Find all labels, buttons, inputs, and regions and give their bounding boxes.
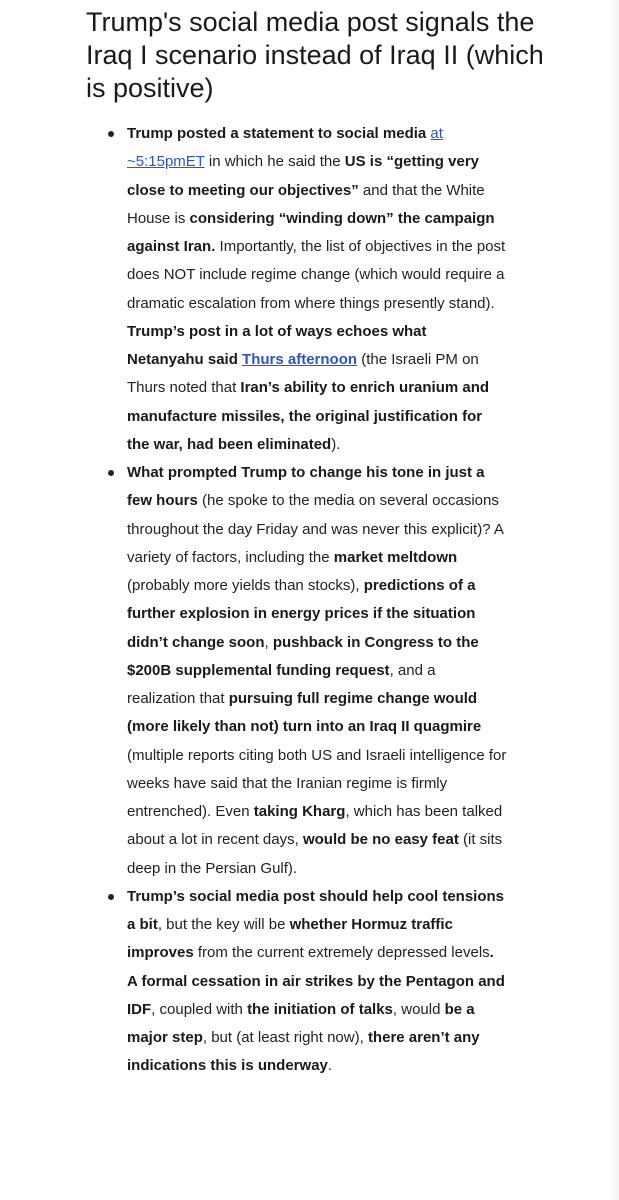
body-text: , which has been talked about a lot in recent days, [127, 803, 503, 849]
bold-text: would be no easy feat [302, 831, 459, 849]
body-text: from the current extremely depressed levels [193, 944, 490, 962]
body-text: (it sits deep in the Persian Gulf). [127, 831, 503, 877]
bold-text: pursuing full regime change would (more likely than not) turn into an Iraq II quagmire [127, 690, 482, 736]
bold-text: be a major step [127, 1000, 475, 1046]
bold-text: whether Hormuz traffic improves [127, 916, 453, 962]
body-text: , but the key will be [157, 916, 290, 933]
bold-text: Trump’s post in a lot of ways echoes what Netanyahu said [127, 322, 427, 368]
body-text: (multiple reports citing both US and Israeli intelligence for weeks have said that the Iranian regime is firmly entrenched). Even [127, 746, 507, 820]
page-edge-shadow [611, 0, 619, 1200]
bold-text: taking Kharg [253, 803, 346, 820]
body-text: , [264, 633, 273, 651]
bold-text: the initiation of talks [247, 1000, 393, 1018]
bold-text: pushback in Congress to the $200B supplemental funding request [127, 633, 479, 679]
body-text: Importantly, the list of objectives in the post does NOT include regime change (which would require a dramatic escalation from where things presently stand). [127, 238, 506, 312]
bullet-item [127, 120, 507, 459]
body-text: in which he said the [204, 153, 345, 171]
bullet-item [127, 459, 507, 883]
bold-text: there aren’t any indications this is underway [127, 1029, 480, 1075]
body-text: ). [331, 435, 341, 453]
inline-link[interactable]: at ~5:15pmET [127, 125, 443, 171]
body-text: (the Israeli PM on Thurs noted that [127, 351, 479, 397]
bold-text: Trump posted a statement to social media [127, 125, 431, 142]
bold-text: market meltdown [333, 548, 458, 566]
bold-text: US is “getting very close to meeting our objectives” [127, 153, 479, 199]
body-text: . [327, 1057, 333, 1075]
body-text: , but (at least right now), [202, 1029, 368, 1046]
bold-text: predictions of a further explosion in energy prices if the situation didn’t change soon [127, 577, 476, 651]
bullet-list [127, 120, 507, 1081]
bold-text: What prompted Trump to change his tone in just a few hours [127, 464, 485, 510]
bullet-dot-icon [108, 470, 114, 476]
body-text: (he spoke to the media on several occasions throughout the day Friday and was never this explicit)? A variety of factors, including the [127, 492, 504, 566]
bold-text: Iran’s ability to enrich uranium and manufacture missiles, the original justification for the war, had been eliminated [127, 379, 490, 453]
body-text: (probably more yields than stocks), [127, 577, 364, 594]
body-text: and that the White House is [127, 181, 485, 227]
bold-text: . A formal cessation in air strikes by the Pentagon and IDF [127, 944, 505, 1018]
inline-link[interactable]: Thurs afternoon [242, 351, 358, 368]
body-text: , coupled with [151, 1000, 248, 1018]
body-text: , and a realization that [127, 661, 436, 707]
bullet-dot-icon [108, 894, 114, 900]
bold-text: Trump’s social media post should help cool tensions a bit [127, 887, 505, 933]
body-text: , would [392, 1000, 445, 1018]
article-title: Trump's social media post signals the Iraq I scenario instead of Iraq II (which is positive) [86, 7, 544, 103]
bold-text: considering “winding down” the campaign against Iran. [127, 209, 495, 255]
bullet-item [127, 883, 507, 1081]
bullet-dot-icon [108, 131, 114, 137]
